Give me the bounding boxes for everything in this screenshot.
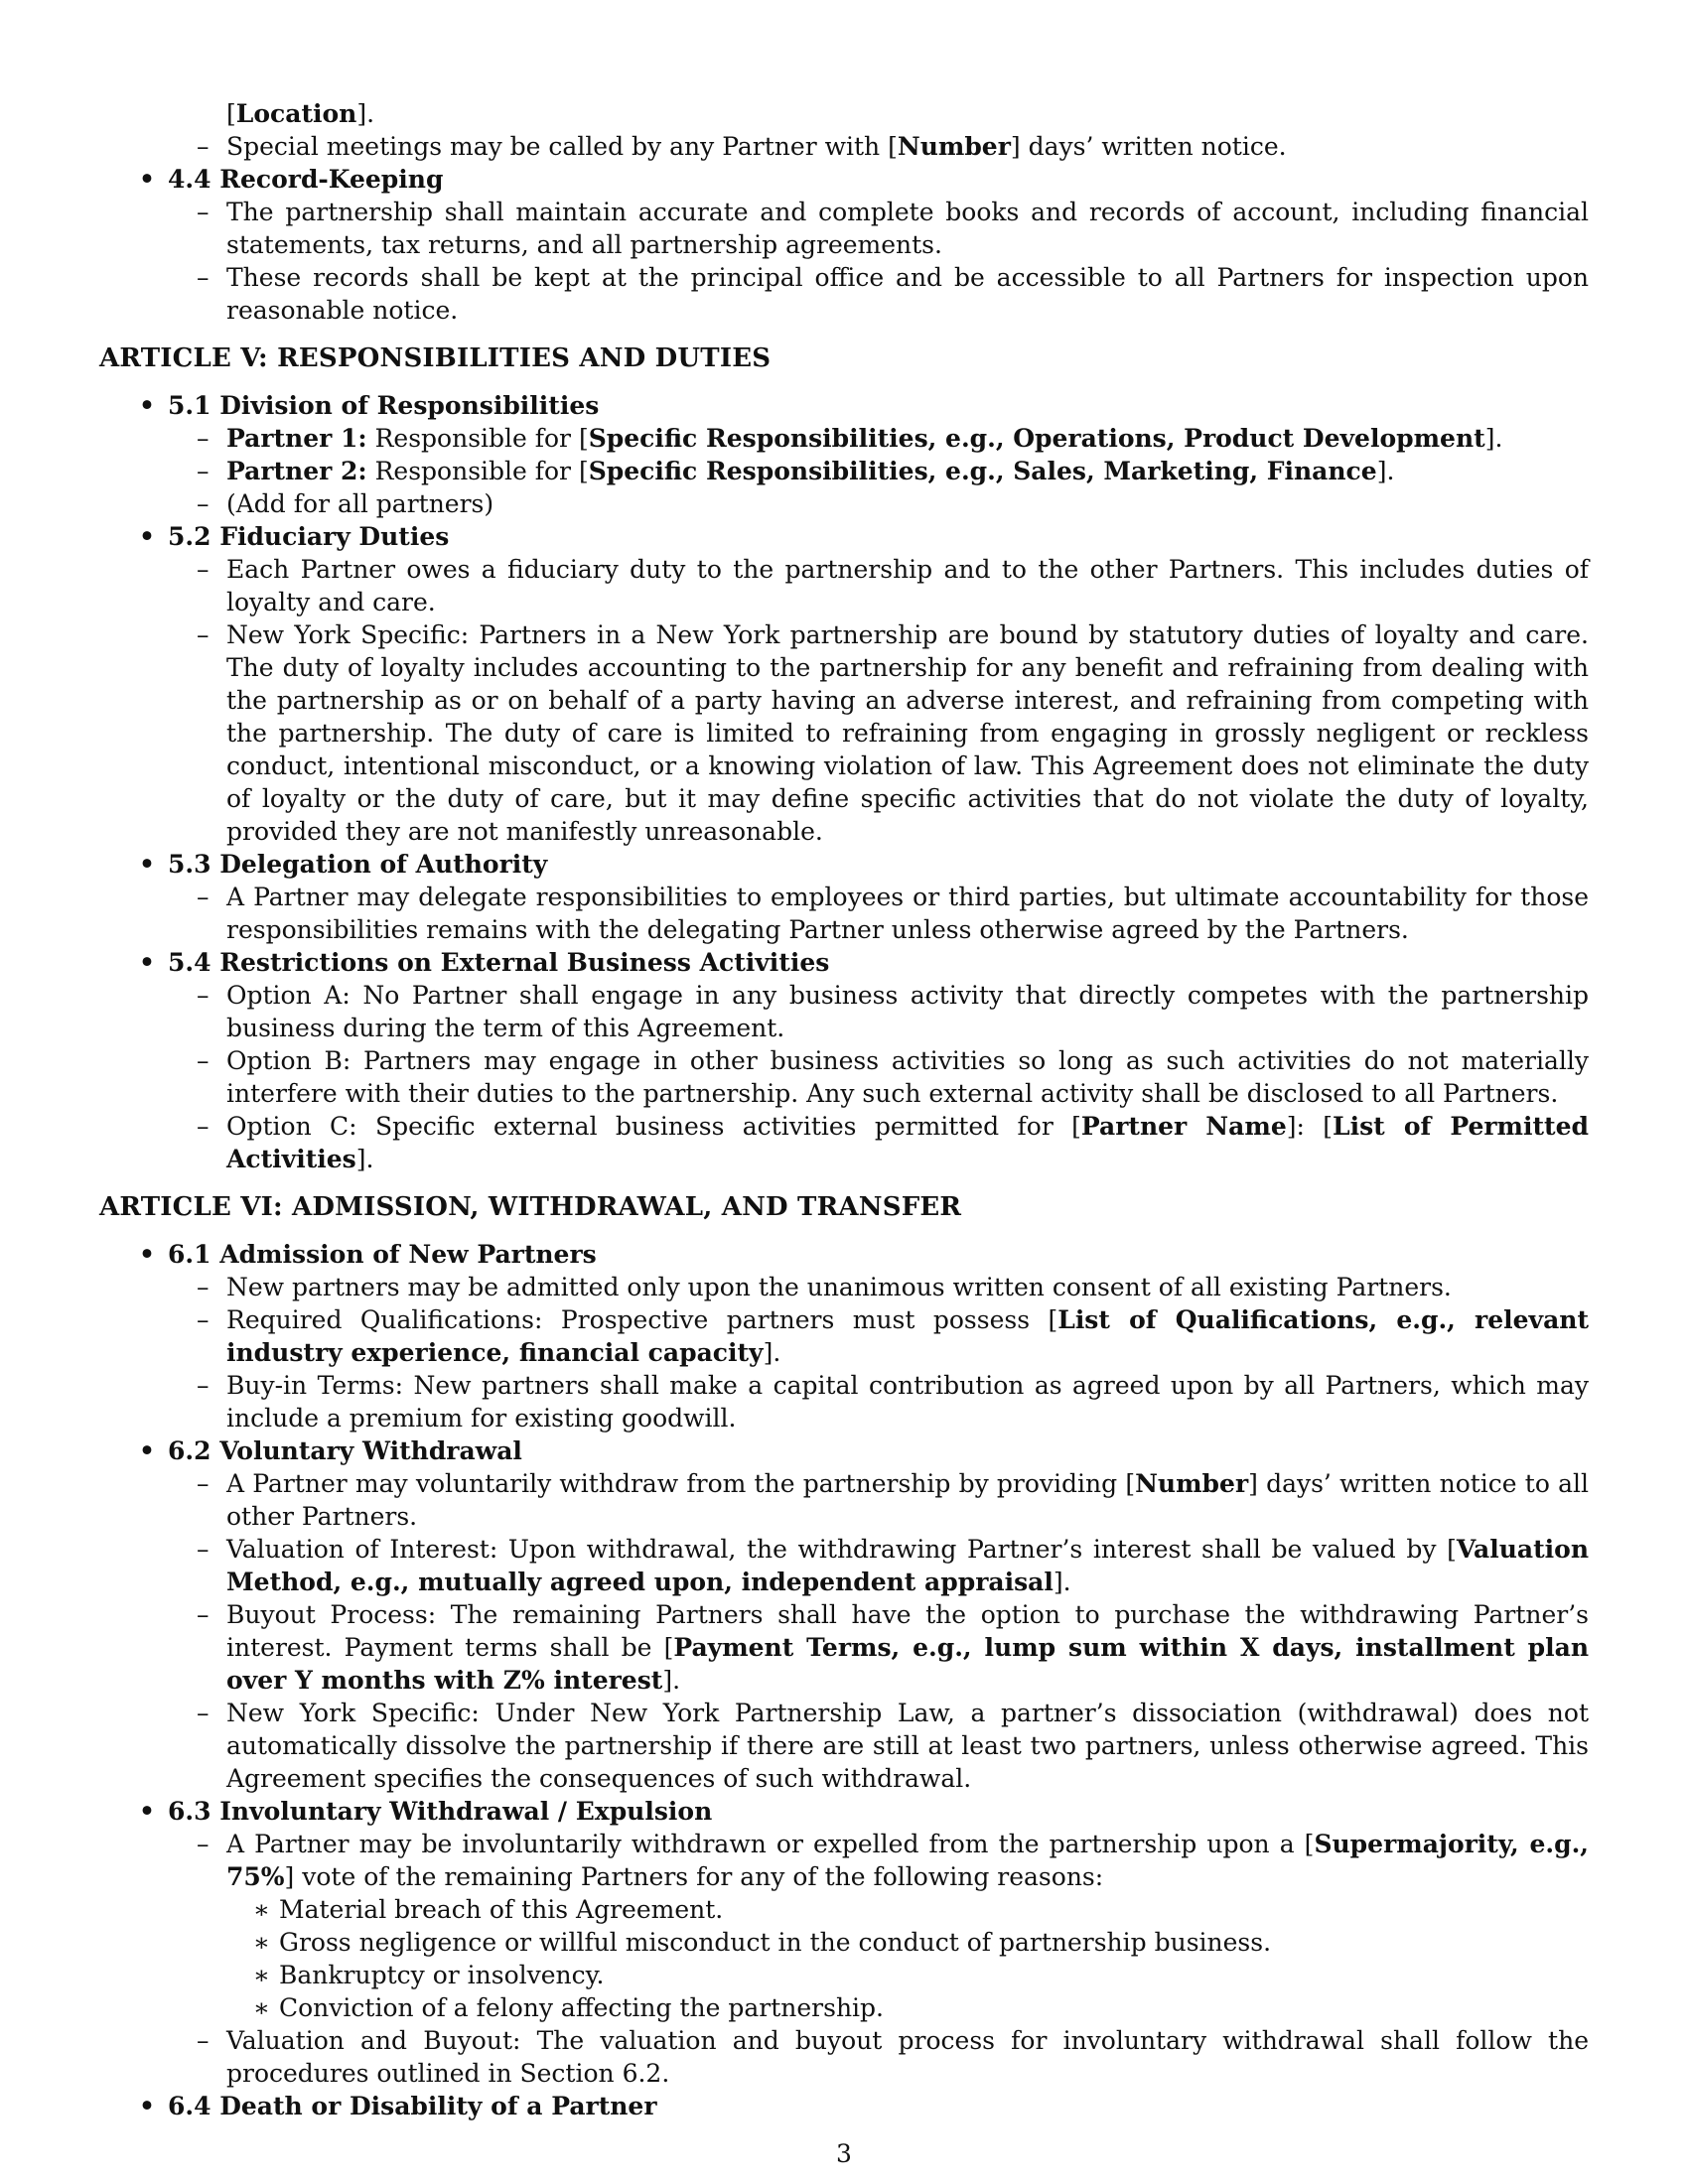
dash-marker: – xyxy=(197,1305,210,1334)
text: Material breach of this Agreement. xyxy=(279,1895,724,1924)
text: ]. xyxy=(1484,424,1503,453)
text: A Partner may voluntarily withdraw from the partnership by providing [ xyxy=(226,1469,1136,1498)
placeholder: Valuation Method, e.g., mutually agreed upon, independent appraisal xyxy=(226,1535,1589,1596)
text: Valuation and Buyout: The valuation and buyout process for involuntary withdrawal shall follow the procedures outlined in Section 6.2. xyxy=(226,2026,1589,2088)
article-6-list xyxy=(99,1238,1589,2122)
dash-marker: – xyxy=(197,263,210,292)
section-title-text: 6.3 Involuntary Withdrawal / Expulsion xyxy=(168,1797,713,1826)
text: ]. xyxy=(1053,1568,1071,1596)
star-marker: ∗ xyxy=(253,1993,270,2022)
text: Required Qualifications: Prospective partners must possess [ xyxy=(226,1305,1058,1334)
section-title xyxy=(99,2090,1589,2122)
text: Buy-in Terms: New partners shall make a capital contribution as agreed upon by all Partners, which may include a premium for existing goodwill. xyxy=(226,1371,1589,1433)
dash-marker: – xyxy=(197,1046,210,1075)
text: New partners may be admitted only upon the unanimous written consent of all existing Partners. xyxy=(226,1273,1452,1301)
text: A Partner may delegate responsibilities to employees or third parties, but ultimate accountability for those responsibilities remains with the delegating Partner unless otherwise agreed by the Partners. xyxy=(226,883,1589,944)
text: The partnership shall maintain accurate and complete books and records of account, including financial statements, tax returns, and all partnership agreements. xyxy=(226,198,1589,259)
section-title xyxy=(99,389,1589,422)
section-title xyxy=(99,163,1589,196)
list-item xyxy=(99,1598,1589,1697)
list-item xyxy=(99,2024,1589,2090)
list-item xyxy=(99,1697,1589,1795)
text: A Partner may be involuntarily withdrawn or expelled from the partnership upon a [ xyxy=(226,1830,1315,1858)
text: ]. xyxy=(1376,457,1395,485)
dash-marker: – xyxy=(197,883,210,911)
text: Each Partner owes a fiduciary duty to the partnership and to the other Partners. This includes duties of loyalty and care. xyxy=(226,555,1589,616)
placeholder: Partner Name xyxy=(1080,1112,1287,1141)
text: ] vote of the remaining Partners for any of the following reasons: xyxy=(284,1862,1104,1891)
document-page xyxy=(99,97,1589,2122)
section-title-text: 5.4 Restrictions on External Business Activities xyxy=(168,948,830,977)
list-item xyxy=(99,455,1589,487)
article-5-heading: ARTICLE V: RESPONSIBILITIES AND DUTIES xyxy=(99,343,772,373)
text: Gross negligence or willful misconduct in the conduct of partnership business. xyxy=(279,1928,1272,1957)
reason-item xyxy=(99,1991,1589,2024)
text: ]: [ xyxy=(1286,1112,1334,1141)
list-item xyxy=(99,553,1589,618)
text: ]. xyxy=(355,1145,374,1173)
section-4-4 xyxy=(99,163,1589,327)
placeholder-location: Location xyxy=(235,99,357,128)
text: Special meetings may be called by any Partner with [ xyxy=(226,132,898,161)
section-title xyxy=(99,946,1589,979)
article-6-heading: ARTICLE VI: ADMISSION, WITHDRAWAL, AND TRANSFER xyxy=(99,1192,962,1222)
list-item xyxy=(99,196,1589,261)
dash-marker: – xyxy=(197,555,210,584)
text: ] days’ written notice to all other Partners. xyxy=(226,1469,1589,1531)
dash-marker: – xyxy=(197,1535,210,1564)
text: ]. xyxy=(662,1666,681,1695)
text: Bankruptcy or insolvency. xyxy=(279,1961,605,1989)
bullet-marker: • xyxy=(139,1240,155,1269)
page-number: 3 xyxy=(836,2139,852,2168)
section-title xyxy=(99,520,1589,553)
dash-marker: – xyxy=(197,1469,210,1498)
dash-marker: – xyxy=(197,198,210,226)
text: (Add for all partners) xyxy=(226,489,494,518)
list-item xyxy=(99,1828,1589,1893)
bullet-marker: • xyxy=(139,948,155,977)
list-item xyxy=(99,487,1589,520)
bullet-marker: • xyxy=(139,165,155,194)
text: New York Specific: Partners in a New York partnership are bound by statutory duties of loyalty and care. The duty of loyalty includes accounting to the partnership for any benefit and refraining from dealing with the partnership as or on behalf of a party having an adverse interest, and refraining from competing with the partnership. The duty of care is limited to refraining from engaging in grossly negligent or reckless conduct, intentional misconduct, or a knowing violation of law. This Agreement does not eliminate the duty of loyalty or the duty of care, but it may define specific activities that do not violate the duty of loyalty, provided they are not manifestly unreasonable. xyxy=(226,620,1589,846)
star-marker: ∗ xyxy=(253,1961,270,1989)
reason-item xyxy=(99,1893,1589,1926)
list-item xyxy=(99,1533,1589,1598)
section-title xyxy=(99,1434,1589,1467)
star-marker: ∗ xyxy=(253,1928,270,1957)
list-item xyxy=(99,1044,1589,1110)
text: Responsible for [ xyxy=(366,457,589,485)
list-item xyxy=(99,130,1589,163)
text: New York Specific: Under New York Partnership Law, a partner’s dissociation (withdrawal) does not automatically dissolve the partnership if there are still at least two partners, unless otherwise agreed. This Agreement specifies the consequences of such withdrawal. xyxy=(226,1699,1589,1793)
placeholder: Specific Responsibilities, e.g., Operations, Product Development xyxy=(588,424,1485,453)
list-item xyxy=(99,422,1589,455)
list-item xyxy=(99,1303,1589,1369)
placeholder-number: Number xyxy=(897,132,1011,161)
bullet-marker: • xyxy=(139,2092,155,2120)
dash-marker: – xyxy=(197,1112,210,1141)
section-title xyxy=(99,1238,1589,1271)
partner-label: Partner 2: xyxy=(226,457,367,485)
placeholder: Payment Terms, e.g., lump sum within X days, installment plan over Y months with Z% interest xyxy=(226,1633,1589,1695)
section-title xyxy=(99,848,1589,881)
text: Valuation of Interest: Upon withdrawal, the withdrawing Partner’s interest shall be valued by [ xyxy=(226,1535,1457,1564)
text: ]. xyxy=(356,99,375,128)
star-marker: ∗ xyxy=(253,1895,270,1924)
section-title-text: 6.4 Death or Disability of a Partner xyxy=(168,2092,657,2120)
dash-marker: – xyxy=(197,1699,210,1727)
dash-marker: – xyxy=(197,132,210,161)
dash-marker: – xyxy=(197,424,210,453)
list-item xyxy=(99,881,1589,946)
placeholder: Specific Responsibilities, e.g., Sales, Marketing, Finance xyxy=(588,457,1377,485)
bullet-marker: • xyxy=(139,522,155,551)
dash-marker: – xyxy=(197,981,210,1010)
dash-marker: – xyxy=(197,2026,210,2055)
section-title-text: 6.2 Voluntary Withdrawal xyxy=(168,1436,522,1465)
bullet-marker: • xyxy=(139,391,155,420)
text: Conviction of a felony affecting the partnership. xyxy=(279,1993,884,2022)
text: Buyout Process: The remaining Partners shall have the option to purchase the withdrawing Partner’s interest. Payment terms shall be [ xyxy=(226,1600,1589,1662)
section-title-text: 5.2 Fiduciary Duties xyxy=(168,522,450,551)
list-item xyxy=(99,979,1589,1044)
text: Option A: No Partner shall engage in any business activity that directly competes with the partnership business during the term of this Agreement. xyxy=(226,981,1589,1042)
placeholder: Supermajority, e.g., 75% xyxy=(226,1830,1589,1891)
dash-marker: – xyxy=(197,1600,210,1629)
placeholder: List of Qualifications, e.g., relevant industry experience, financial capacity xyxy=(226,1305,1589,1367)
placeholder: Number xyxy=(1135,1469,1249,1498)
dash-marker: – xyxy=(197,1830,210,1858)
section-title-text: 4.4 Record-Keeping xyxy=(168,165,444,194)
list-item xyxy=(99,1369,1589,1434)
section-title xyxy=(99,1795,1589,1828)
text: ]. xyxy=(763,1338,781,1367)
list-item xyxy=(99,1467,1589,1533)
partner-label: Partner 1: xyxy=(226,424,367,453)
dash-marker: – xyxy=(197,489,210,518)
list-item xyxy=(99,1110,1589,1175)
list-item xyxy=(99,1271,1589,1303)
bullet-marker: • xyxy=(139,1436,155,1465)
reason-item xyxy=(99,1959,1589,1991)
list-item xyxy=(99,618,1589,848)
placeholder: List of Permitted Activities xyxy=(226,1112,1589,1173)
bullet-marker: • xyxy=(139,1797,155,1826)
list-item xyxy=(99,261,1589,327)
list-item: [Location]. xyxy=(226,99,375,128)
bullet-marker: • xyxy=(139,850,155,879)
text: These records shall be kept at the principal office and be accessible to all Partners for inspection upon reasonable notice. xyxy=(226,263,1589,325)
section-title-text: 5.3 Delegation of Authority xyxy=(168,850,548,879)
reason-item xyxy=(99,1926,1589,1959)
dash-marker: – xyxy=(197,620,210,649)
text: Option B: Partners may engage in other business activities so long as such activities do not materially interfere with their duties to the partnership. Any such external activity shall be disclosed to all Partners. xyxy=(226,1046,1589,1108)
text: ] days’ written notice. xyxy=(1010,132,1287,161)
dash-marker: – xyxy=(197,1273,210,1301)
text: Option C: Specific external business activities permitted for [ xyxy=(226,1112,1081,1141)
text: Responsible for [ xyxy=(366,424,589,453)
section-title-text: 6.1 Admission of New Partners xyxy=(168,1240,597,1269)
dash-marker: – xyxy=(197,1371,210,1400)
article-5-list xyxy=(99,389,1589,1175)
dash-marker: – xyxy=(197,457,210,485)
carryover-list xyxy=(99,97,1589,163)
section-title-text: 5.1 Division of Responsibilities xyxy=(168,391,600,420)
